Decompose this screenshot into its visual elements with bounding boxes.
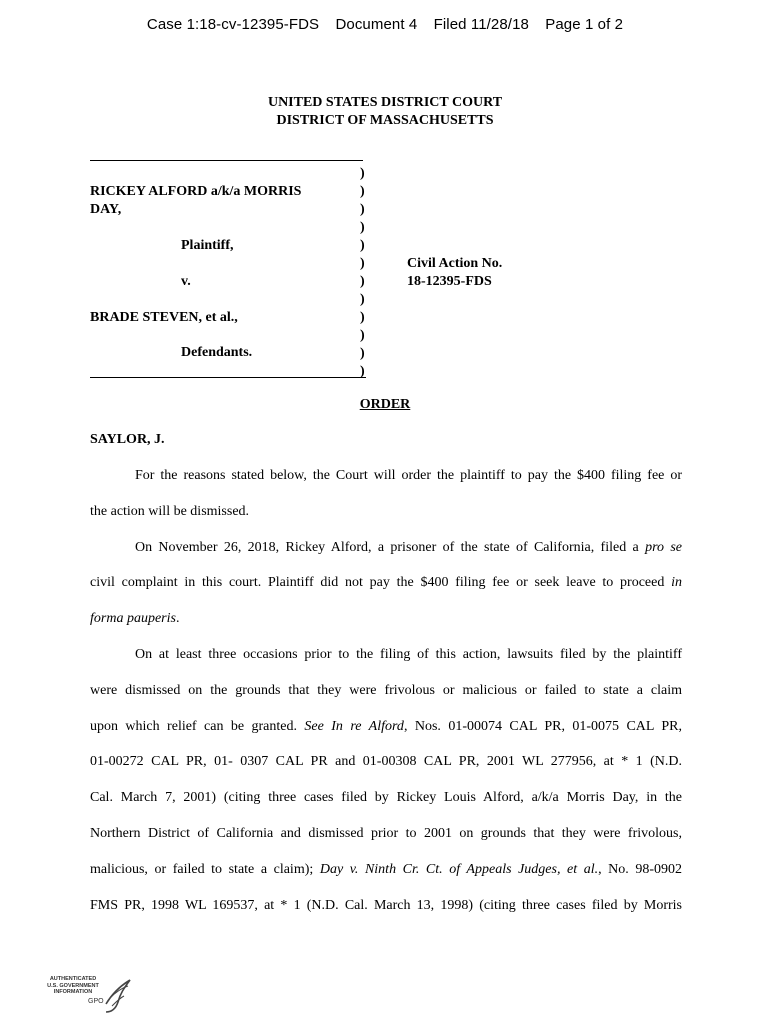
paren: ) (360, 364, 365, 379)
paren: ) (360, 220, 365, 235)
plaintiff-name-line1: RICKEY ALFORD a/k/a MORRIS (90, 184, 302, 199)
paren: ) (360, 346, 365, 361)
gpo-authentication-seal (42, 968, 132, 1018)
body-line (90, 601, 682, 637)
paren: ) (360, 256, 365, 271)
gpo-seal-text (42, 976, 104, 996)
document-number: Document 4 (335, 16, 418, 33)
body-line: FMS PR, 1998 WL 169537, at * 1 (N.D. Cal. March 13, 1998) (citing three cases filed by Morris (90, 897, 682, 913)
body-line: the action will be dismissed. (90, 503, 250, 519)
body-italic-run: in (671, 575, 682, 591)
body-text-run: On November 26, 2018, Rickey Alford, a prisoner of the state of California, filed a (135, 539, 646, 555)
order-body (90, 458, 682, 923)
gpo-line: AUTHENTICATED (49, 976, 97, 982)
body-line (90, 852, 682, 888)
caption-parentheses (360, 165, 365, 381)
body-line: Northern District of California and dismissed prior to 2001 on grounds that they were frivolous, (90, 825, 682, 841)
body-line (90, 530, 682, 566)
paren: ) (360, 328, 365, 343)
body-text-run: . (175, 611, 180, 627)
gpo-label: GPO (88, 998, 104, 1005)
defendant-role: Defendants. (181, 345, 253, 360)
case-header (0, 16, 770, 33)
court-district: DISTRICT OF MASSACHUSETTS (276, 113, 494, 128)
body-text-run: malicious, or failed to state a claim); (90, 861, 320, 877)
plaintiff-name-line2: DAY, (90, 202, 122, 217)
body-line (90, 709, 682, 745)
body-text-run: , No. 98-0902 (598, 861, 682, 877)
order-title: ORDER (359, 397, 411, 412)
judge-name: SAYLOR, J. (90, 432, 165, 447)
paren: ) (360, 292, 365, 307)
plaintiff-role: Plaintiff, (181, 238, 234, 253)
body-line: 01-00272 CAL PR, 01- 0307 CAL PR and 01-00308 CAL PR, 2001 WL 277956, at * 1 (N.D. (90, 754, 682, 770)
versus: v. (181, 274, 191, 289)
eagle-icon (102, 974, 132, 1014)
civil-action-label: Civil Action No. (407, 256, 503, 271)
body-italic-run: forma pauperis (90, 611, 176, 627)
paren: ) (360, 166, 365, 181)
body-italic-run: pro se (645, 539, 682, 555)
court-title (0, 94, 770, 130)
paren: ) (360, 238, 365, 253)
body-line: For the reasons stated below, the Court will order the plaintiff to pay the $400 filing fee or (135, 468, 682, 483)
gpo-line: INFORMATION (53, 989, 93, 995)
body-line (90, 565, 682, 601)
civil-action-number: 18-12395-FDS (407, 274, 492, 289)
case-number: Case 1:18-cv-12395-FDS (146, 16, 320, 33)
civil-action (407, 255, 502, 291)
body-text-run: upon which relief can be granted. (90, 718, 305, 734)
plaintiff-name (90, 183, 301, 219)
page-number: Page 1 of 2 (545, 16, 624, 33)
paren: ) (360, 310, 365, 325)
body-italic-run: See In re Alford (304, 718, 404, 734)
body-line: Cal. March 7, 2001) (citing three cases filed by Rickey Louis Alford, a/k/a Morris Day, in the (90, 790, 682, 806)
filed-date: Filed 11/28/18 (433, 16, 529, 33)
gpo-line: U.S. GOVERNMENT (47, 982, 99, 989)
body-italic-run: Day v. Ninth Cr. Ct. of Appeals Judges, et al. (319, 861, 599, 877)
caption-rule-bottom (90, 377, 366, 378)
court-name: UNITED STATES DISTRICT COURT (267, 95, 503, 110)
body-line: On at least three occasions prior to the filing of this action, lawsuits filed by the plaintiff (135, 646, 682, 662)
defendant-name: BRADE STEVEN, et al., (90, 310, 238, 325)
paren: ) (360, 274, 365, 289)
paren: ) (360, 202, 365, 217)
body-line: were dismissed on the grounds that they were frivolous or malicious or failed to state a claim (90, 682, 682, 698)
caption-rule-top (90, 160, 363, 161)
body-text-run: civil complaint in this court. Plaintiff did not pay the $400 filing fee or seek leave to proceed (90, 575, 672, 591)
paren: ) (360, 184, 365, 199)
body-text-run: , Nos. 01-00074 CAL PR, 01-0075 CAL PR, (403, 718, 682, 734)
